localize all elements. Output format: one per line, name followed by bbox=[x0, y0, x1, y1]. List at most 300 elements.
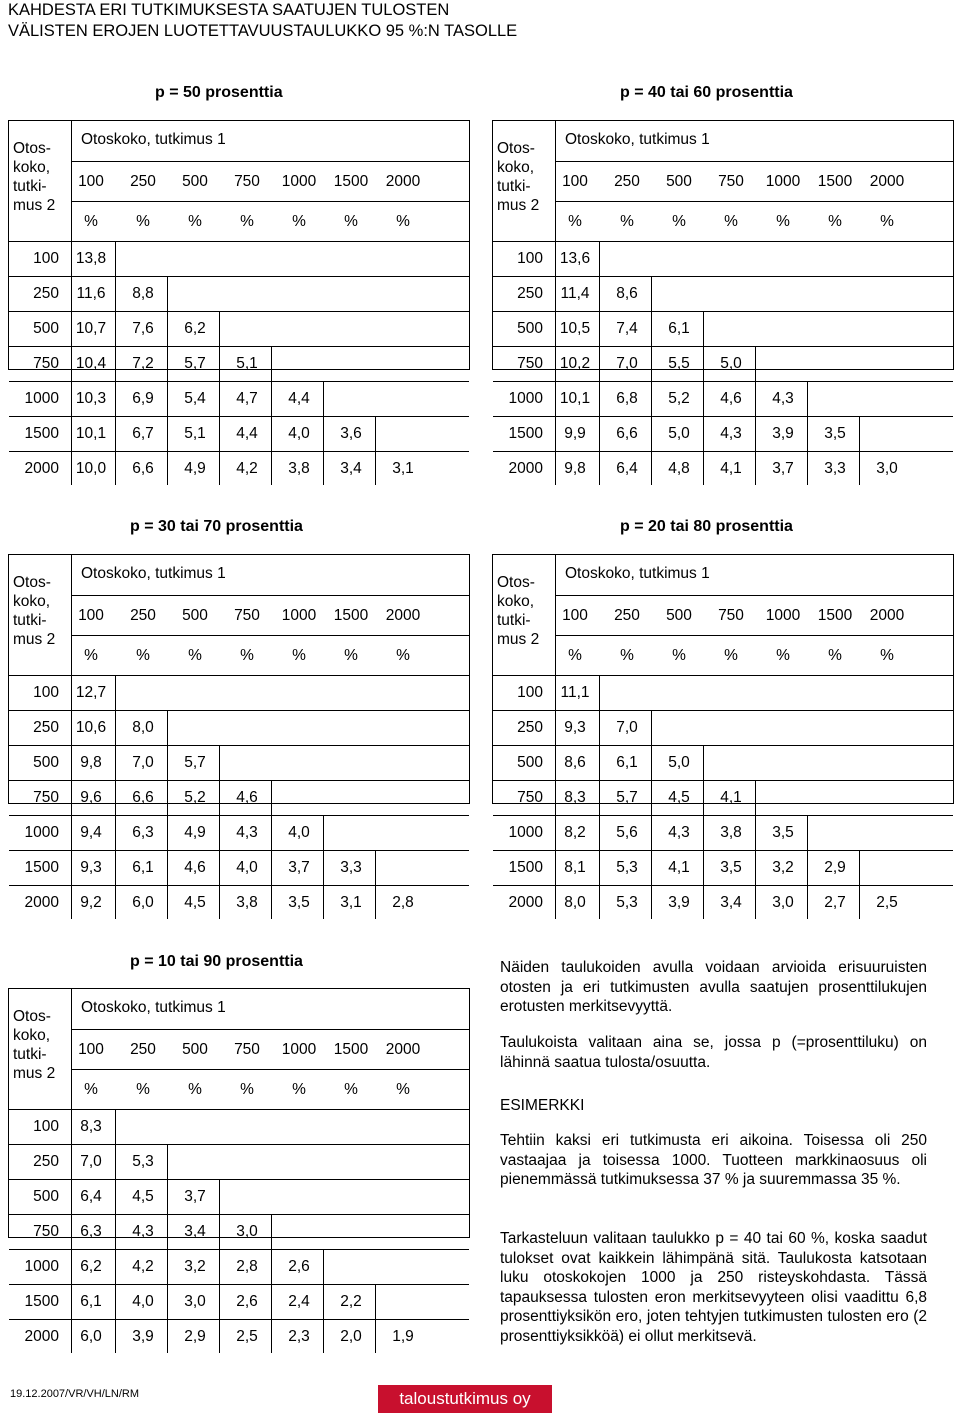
column-header: 250 bbox=[130, 607, 156, 624]
table-value: 9,3 bbox=[80, 859, 102, 876]
table-value: 9,8 bbox=[564, 460, 586, 477]
percent-header: % bbox=[776, 213, 790, 230]
table-value: 4,4 bbox=[236, 425, 258, 442]
side-header-line: tutki- bbox=[497, 612, 531, 629]
row-label: 100 bbox=[517, 684, 543, 701]
percent-header: % bbox=[568, 647, 582, 664]
table-value: 3,7 bbox=[288, 859, 310, 876]
table-value: 4,5 bbox=[184, 894, 206, 911]
company-logo: taloustutkimus oy bbox=[378, 1385, 552, 1413]
table-value: 5,3 bbox=[132, 1153, 154, 1170]
table-value: 2,0 bbox=[340, 1328, 362, 1345]
table-value: 4,6 bbox=[720, 390, 742, 407]
table-value: 2,2 bbox=[340, 1293, 362, 1310]
percent-header: % bbox=[672, 647, 686, 664]
row-label: 2000 bbox=[24, 894, 59, 911]
side-header-line: mus 2 bbox=[497, 197, 540, 214]
table-value: 4,3 bbox=[720, 425, 742, 442]
table-value: 4,1 bbox=[720, 460, 742, 477]
side-header bbox=[497, 573, 539, 649]
table-value: 6,7 bbox=[132, 425, 154, 442]
instruction-paragraph: Taulukoista valitaan aina se, jossa p (=prosenttiluku) on lähinnä saatua tulosta/osuutta. bbox=[500, 1034, 927, 1071]
row-divider bbox=[9, 850, 469, 851]
row-label: 500 bbox=[33, 1188, 59, 1205]
percent-header: % bbox=[396, 647, 410, 664]
table-value: 3,7 bbox=[772, 460, 794, 477]
table-value: 8,8 bbox=[132, 285, 154, 302]
side-header-line: Otos- bbox=[13, 1008, 51, 1025]
row-divider bbox=[493, 675, 953, 676]
row-divider bbox=[9, 1144, 469, 1145]
table-value: 3,0 bbox=[236, 1223, 258, 1240]
table-value: 4,8 bbox=[668, 460, 690, 477]
percent-header: % bbox=[620, 213, 634, 230]
table-value: 10,0 bbox=[75, 460, 107, 477]
table-value: 6,0 bbox=[132, 894, 154, 911]
percent-header: % bbox=[880, 647, 894, 664]
row-label: 750 bbox=[33, 789, 59, 806]
percent-header: % bbox=[188, 647, 202, 664]
percent-header: % bbox=[188, 1081, 202, 1098]
value-column-divider bbox=[651, 276, 652, 485]
percent-header: % bbox=[776, 647, 790, 664]
table-value: 11,4 bbox=[560, 285, 590, 302]
table-value: 8,0 bbox=[132, 719, 154, 736]
percent-header: % bbox=[136, 1081, 150, 1098]
side-header-line: koko, bbox=[13, 1027, 51, 1044]
row-label: 750 bbox=[33, 1223, 59, 1240]
row-label: 1500 bbox=[24, 859, 59, 876]
table-value: 9,4 bbox=[80, 824, 102, 841]
side-header-line: koko, bbox=[497, 159, 535, 176]
header-divider bbox=[555, 201, 953, 202]
table-value: 5,3 bbox=[616, 859, 638, 876]
row-label: 750 bbox=[33, 355, 59, 372]
header-divider bbox=[71, 1069, 469, 1070]
table-value: 8,3 bbox=[564, 789, 586, 806]
column-header: 500 bbox=[666, 607, 692, 624]
table-value: 7,6 bbox=[132, 320, 154, 337]
table-value: 4,2 bbox=[236, 460, 258, 477]
column-header: 1500 bbox=[817, 173, 853, 190]
header-divider bbox=[71, 201, 469, 202]
header-divider bbox=[555, 161, 953, 162]
table-value: 7,0 bbox=[616, 719, 638, 736]
table-value: 4,3 bbox=[772, 390, 794, 407]
percent-header: % bbox=[568, 213, 582, 230]
row-divider bbox=[9, 381, 469, 382]
row-divider bbox=[9, 885, 469, 886]
table-value: 2,3 bbox=[288, 1328, 310, 1345]
table-value: 3,2 bbox=[772, 859, 794, 876]
row-divider bbox=[493, 416, 953, 417]
side-header-line: koko, bbox=[13, 593, 51, 610]
table-value: 13,6 bbox=[559, 250, 591, 267]
percent-header: % bbox=[84, 1081, 98, 1098]
row-divider bbox=[493, 276, 953, 277]
example-paragraph: Tehtiin kaksi eri tutkimusta eri aikoina. Toisessa oli 250 vastaajaa ja toisessa 1000. Tuotteen markkinaosuus oli pienemmässä tutkimuksessa 37 % ja suuremmassa 35 %. bbox=[500, 1132, 927, 1188]
table-value: 7,2 bbox=[132, 355, 154, 372]
table-value: 4,7 bbox=[236, 390, 258, 407]
column-header: 1500 bbox=[333, 173, 369, 190]
table-value: 3,4 bbox=[340, 460, 362, 477]
column-header: 750 bbox=[718, 607, 744, 624]
table-value: 5,2 bbox=[668, 390, 690, 407]
column-header: 750 bbox=[234, 1041, 260, 1058]
table-value: 3,1 bbox=[340, 894, 362, 911]
side-header-line: Otos- bbox=[13, 140, 51, 157]
table-value: 3,4 bbox=[184, 1223, 206, 1240]
table-value: 13,8 bbox=[75, 250, 107, 267]
column-header: 100 bbox=[562, 607, 588, 624]
column-header: 100 bbox=[78, 607, 104, 624]
column-header: 1000 bbox=[281, 173, 317, 190]
percent-header: % bbox=[724, 647, 738, 664]
table-value: 3,9 bbox=[132, 1328, 154, 1345]
table-value: 4,1 bbox=[668, 859, 690, 876]
row-divider bbox=[9, 815, 469, 816]
table-value: 4,0 bbox=[132, 1293, 154, 1310]
table-p10-90 bbox=[8, 988, 470, 1345]
side-header bbox=[497, 139, 539, 215]
table-value: 2,9 bbox=[184, 1328, 206, 1345]
column-header: 500 bbox=[666, 173, 692, 190]
row-label: 1500 bbox=[24, 1293, 59, 1310]
table-value: 7,4 bbox=[616, 320, 638, 337]
row-divider bbox=[493, 850, 953, 851]
table-value: 9,6 bbox=[80, 789, 102, 806]
row-divider bbox=[493, 780, 953, 781]
table-value: 8,2 bbox=[564, 824, 586, 841]
table-value: 2,5 bbox=[876, 894, 898, 911]
percent-header: % bbox=[828, 647, 842, 664]
top-header: Otoskoko, tutkimus 1 bbox=[81, 565, 226, 582]
table-value: 10,1 bbox=[75, 425, 107, 442]
row-label: 500 bbox=[517, 754, 543, 771]
table-value: 6,6 bbox=[616, 425, 638, 442]
top-header: Otoskoko, tutkimus 1 bbox=[81, 131, 226, 148]
table-value: 3,0 bbox=[772, 894, 794, 911]
table-value: 2,6 bbox=[288, 1258, 310, 1275]
table-title-p50: p = 50 prosenttia bbox=[155, 84, 283, 101]
row-label: 2000 bbox=[24, 460, 59, 477]
side-header bbox=[13, 1007, 55, 1083]
table-value: 2,5 bbox=[236, 1328, 258, 1345]
title-line-1: KAHDESTA ERI TUTKIMUKSESTA SAATUJEN TULOSTEN bbox=[8, 1, 450, 19]
table-value: 7,0 bbox=[616, 355, 638, 372]
row-label: 500 bbox=[33, 320, 59, 337]
table-value: 6,4 bbox=[80, 1188, 102, 1205]
percent-header: % bbox=[344, 213, 358, 230]
table-value: 8,1 bbox=[564, 859, 586, 876]
percent-header: % bbox=[240, 1081, 254, 1098]
column-header: 1000 bbox=[281, 607, 317, 624]
header-divider bbox=[71, 635, 469, 636]
column-header: 250 bbox=[130, 1041, 156, 1058]
column-header: 1000 bbox=[765, 607, 801, 624]
table-value: 4,3 bbox=[668, 824, 690, 841]
column-header: 750 bbox=[718, 173, 744, 190]
table-value: 6,6 bbox=[132, 460, 154, 477]
table-value: 8,6 bbox=[616, 285, 638, 302]
side-header-line: Otos- bbox=[497, 574, 535, 591]
table-title-p30: p = 30 tai 70 prosenttia bbox=[130, 518, 303, 535]
top-header: Otoskoko, tutkimus 1 bbox=[565, 131, 710, 148]
table-value: 4,6 bbox=[236, 789, 258, 806]
table-value: 4,1 bbox=[720, 789, 742, 806]
value-column-divider bbox=[167, 1144, 168, 1353]
table-value: 5,0 bbox=[668, 754, 690, 771]
row-label: 1000 bbox=[508, 390, 543, 407]
row-label: 250 bbox=[33, 285, 59, 302]
row-divider bbox=[493, 815, 953, 816]
column-header: 2000 bbox=[869, 173, 905, 190]
row-divider bbox=[9, 780, 469, 781]
side-header-line: Otos- bbox=[497, 140, 535, 157]
table-value: 6,3 bbox=[80, 1223, 102, 1240]
table-value: 6,0 bbox=[80, 1328, 102, 1345]
row-divider bbox=[493, 346, 953, 347]
table-value: 4,0 bbox=[288, 425, 310, 442]
table-value: 3,1 bbox=[392, 460, 414, 477]
table-value: 6,6 bbox=[132, 789, 154, 806]
value-column-divider bbox=[651, 710, 652, 919]
side-header-line: tutki- bbox=[13, 178, 47, 195]
column-header: 500 bbox=[182, 173, 208, 190]
table-value: 9,3 bbox=[564, 719, 586, 736]
footer-code: 19.12.2007/VR/VH/LN/RM bbox=[10, 1388, 140, 1400]
table-value: 5,1 bbox=[236, 355, 258, 372]
percent-header: % bbox=[292, 213, 306, 230]
table-value: 10,7 bbox=[75, 320, 107, 337]
column-header: 500 bbox=[182, 607, 208, 624]
header-divider bbox=[555, 635, 953, 636]
side-header-line: mus 2 bbox=[13, 631, 56, 648]
row-divider bbox=[9, 675, 469, 676]
percent-header: % bbox=[292, 647, 306, 664]
table-value: 6,9 bbox=[132, 390, 154, 407]
column-header: 2000 bbox=[869, 607, 905, 624]
side-header-line: tutki- bbox=[497, 178, 531, 195]
row-divider bbox=[9, 710, 469, 711]
table-value: 2,7 bbox=[824, 894, 846, 911]
table-p40-60 bbox=[492, 120, 954, 477]
table-value: 3,8 bbox=[720, 824, 742, 841]
table-value: 5,5 bbox=[668, 355, 690, 372]
table-value: 2,9 bbox=[824, 859, 846, 876]
table-value: 3,9 bbox=[772, 425, 794, 442]
table-value: 8,0 bbox=[564, 894, 586, 911]
table-value: 4,3 bbox=[236, 824, 258, 841]
table-value: 3,5 bbox=[772, 824, 794, 841]
row-divider bbox=[9, 311, 469, 312]
percent-header: % bbox=[828, 213, 842, 230]
column-header: 1000 bbox=[281, 1041, 317, 1058]
percent-header: % bbox=[84, 213, 98, 230]
table-value: 4,3 bbox=[132, 1223, 154, 1240]
percent-header: % bbox=[672, 213, 686, 230]
table-value: 6,1 bbox=[668, 320, 690, 337]
column-header: 750 bbox=[234, 607, 260, 624]
table-p50 bbox=[8, 120, 470, 477]
table-value: 7,0 bbox=[80, 1153, 102, 1170]
table-p30-70 bbox=[8, 554, 470, 911]
row-divider bbox=[493, 451, 953, 452]
row-label: 1500 bbox=[508, 425, 543, 442]
table-value: 7,0 bbox=[132, 754, 154, 771]
table-value: 3,8 bbox=[288, 460, 310, 477]
table-value: 6,2 bbox=[184, 320, 206, 337]
table-value: 3,0 bbox=[184, 1293, 206, 1310]
column-header: 1500 bbox=[333, 607, 369, 624]
document-title bbox=[8, 0, 517, 42]
column-header: 250 bbox=[614, 607, 640, 624]
row-label: 250 bbox=[517, 285, 543, 302]
row-divider bbox=[493, 311, 953, 312]
table-value: 5,7 bbox=[184, 754, 206, 771]
row-divider bbox=[493, 710, 953, 711]
row-label: 2000 bbox=[508, 894, 543, 911]
row-label: 100 bbox=[33, 250, 59, 267]
table-value: 1,9 bbox=[392, 1328, 414, 1345]
row-label: 1000 bbox=[24, 390, 59, 407]
row-label: 500 bbox=[33, 754, 59, 771]
row-divider bbox=[9, 1249, 469, 1250]
row-label: 100 bbox=[33, 684, 59, 701]
row-label: 100 bbox=[33, 1118, 59, 1135]
table-value: 12,7 bbox=[75, 684, 107, 701]
table-value: 5,4 bbox=[184, 390, 206, 407]
row-divider bbox=[9, 1179, 469, 1180]
table-value: 8,3 bbox=[80, 1118, 102, 1135]
example-heading: ESIMERKKI bbox=[500, 1097, 585, 1114]
side-header-line: tutki- bbox=[13, 612, 47, 629]
table-value: 5,0 bbox=[720, 355, 742, 372]
row-divider bbox=[493, 745, 953, 746]
side-header-line: Otos- bbox=[13, 574, 51, 591]
table-value: 3,7 bbox=[184, 1188, 206, 1205]
percent-header: % bbox=[344, 1081, 358, 1098]
table-value: 6,1 bbox=[616, 754, 638, 771]
percent-header: % bbox=[724, 213, 738, 230]
percent-header: % bbox=[344, 647, 358, 664]
table-value: 4,6 bbox=[184, 859, 206, 876]
table-value: 4,4 bbox=[288, 390, 310, 407]
table-value: 2,8 bbox=[392, 894, 414, 911]
table-value: 4,5 bbox=[668, 789, 690, 806]
table-p20-80 bbox=[492, 554, 954, 911]
row-divider bbox=[9, 416, 469, 417]
table-value: 10,3 bbox=[75, 390, 107, 407]
percent-header: % bbox=[188, 213, 202, 230]
table-value: 11,6 bbox=[76, 285, 106, 302]
side-header-line: mus 2 bbox=[13, 1065, 56, 1082]
table-value: 5,7 bbox=[616, 789, 638, 806]
row-divider bbox=[9, 241, 469, 242]
row-label: 250 bbox=[33, 1153, 59, 1170]
table-value: 6,1 bbox=[80, 1293, 102, 1310]
row-divider bbox=[9, 1284, 469, 1285]
table-value: 10,4 bbox=[75, 355, 107, 372]
column-header: 500 bbox=[182, 1041, 208, 1058]
table-value: 6,3 bbox=[132, 824, 154, 841]
row-label: 750 bbox=[517, 355, 543, 372]
top-header: Otoskoko, tutkimus 1 bbox=[565, 565, 710, 582]
row-divider bbox=[9, 1214, 469, 1215]
table-value: 9,9 bbox=[564, 425, 586, 442]
side-header-line: mus 2 bbox=[497, 631, 540, 648]
table-value: 5,2 bbox=[184, 789, 206, 806]
table-value: 5,0 bbox=[668, 425, 690, 442]
table-value: 3,5 bbox=[824, 425, 846, 442]
side-header-line: tutki- bbox=[13, 1046, 47, 1063]
percent-header: % bbox=[620, 647, 634, 664]
percent-header: % bbox=[240, 647, 254, 664]
table-value: 8,6 bbox=[564, 754, 586, 771]
row-label: 250 bbox=[33, 719, 59, 736]
column-header: 250 bbox=[614, 173, 640, 190]
table-value: 4,9 bbox=[184, 460, 206, 477]
column-header: 2000 bbox=[385, 607, 421, 624]
table-value: 3,3 bbox=[340, 859, 362, 876]
percent-header: % bbox=[136, 213, 150, 230]
table-value: 5,1 bbox=[184, 425, 206, 442]
table-value: 11,1 bbox=[560, 684, 590, 701]
table-value: 10,1 bbox=[559, 390, 591, 407]
header-divider bbox=[555, 595, 953, 596]
side-header-line: koko, bbox=[497, 593, 535, 610]
percent-header: % bbox=[396, 213, 410, 230]
header-divider bbox=[71, 1029, 469, 1030]
row-label: 100 bbox=[517, 250, 543, 267]
column-header: 100 bbox=[562, 173, 588, 190]
title-line-2: VÄLISTEN EROJEN LUOTETTAVUUSTAULUKKO 95 %:N TASOLLE bbox=[8, 22, 518, 40]
row-divider bbox=[9, 346, 469, 347]
header-divider bbox=[71, 161, 469, 162]
column-header: 1000 bbox=[765, 173, 801, 190]
row-divider bbox=[9, 276, 469, 277]
table-value: 10,2 bbox=[559, 355, 591, 372]
percent-header: % bbox=[240, 213, 254, 230]
row-label: 1000 bbox=[24, 1258, 59, 1275]
table-value: 6,4 bbox=[616, 460, 638, 477]
table-title-p20: p = 20 tai 80 prosenttia bbox=[620, 518, 793, 535]
percent-header: % bbox=[880, 213, 894, 230]
column-header: 100 bbox=[78, 173, 104, 190]
percent-header: % bbox=[136, 647, 150, 664]
table-value: 4,2 bbox=[132, 1258, 154, 1275]
column-header: 100 bbox=[78, 1041, 104, 1058]
value-column-divider bbox=[167, 710, 168, 919]
row-divider bbox=[493, 241, 953, 242]
row-divider bbox=[9, 745, 469, 746]
table-value: 3,8 bbox=[236, 894, 258, 911]
table-value: 3,3 bbox=[824, 460, 846, 477]
row-divider bbox=[9, 1319, 469, 1320]
percent-header: % bbox=[84, 647, 98, 664]
top-header: Otoskoko, tutkimus 1 bbox=[81, 999, 226, 1016]
table-value: 6,1 bbox=[132, 859, 154, 876]
row-label: 1500 bbox=[508, 859, 543, 876]
table-value: 4,9 bbox=[184, 824, 206, 841]
row-label: 2000 bbox=[508, 460, 543, 477]
table-value: 9,8 bbox=[80, 754, 102, 771]
side-header-line: koko, bbox=[13, 159, 51, 176]
table-value: 4,0 bbox=[236, 859, 258, 876]
row-label: 250 bbox=[517, 719, 543, 736]
side-header-line: mus 2 bbox=[13, 197, 56, 214]
table-value: 10,6 bbox=[75, 719, 107, 736]
